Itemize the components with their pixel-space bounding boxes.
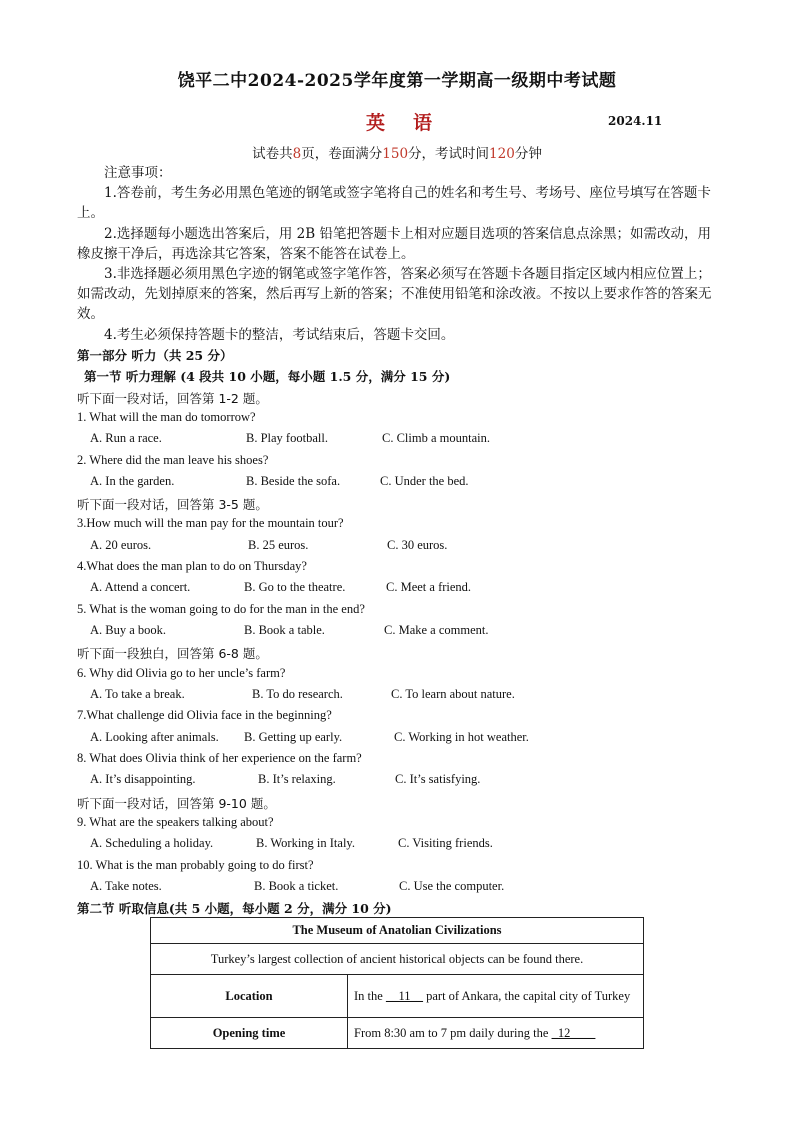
instruction: 听下面一段对话，回答第 3-5 题。 bbox=[77, 497, 268, 512]
option-1b: B. Play football. bbox=[246, 431, 328, 445]
question-4: 4.What does the man plan to do on Thursday? bbox=[77, 559, 307, 573]
question-9: 9. What are the speakers talking about? bbox=[77, 815, 274, 829]
notes-block bbox=[77, 163, 717, 345]
option-1c: C. Climb a mountain. bbox=[382, 431, 490, 445]
blank-11: __11__ bbox=[385, 988, 423, 1003]
option-7a: A. Looking after animals. bbox=[90, 730, 219, 744]
question-3: 3.How much will the man pay for the mountain tour? bbox=[77, 516, 344, 530]
note-item: 4.考生必须保持答题卡的整洁，考试结束后，答题卡交回。 bbox=[104, 326, 455, 343]
option-4c: C. Meet a friend. bbox=[386, 580, 472, 594]
section2-title: 第二节 听取信息(共 5 小题，每小题 2 分，满分 10 分) bbox=[77, 901, 392, 916]
option-5a: A. Buy a book. bbox=[90, 623, 167, 637]
part1-title: 第一部分 听力（共 25 分） bbox=[77, 348, 233, 363]
table-location-label: Location bbox=[151, 975, 348, 1018]
table-intro: Turkey’s largest collection of ancient historical objects can be found there. bbox=[151, 944, 644, 975]
subject-title: 英语 bbox=[366, 112, 461, 134]
option-5b: B. Book a table. bbox=[244, 623, 325, 637]
option-2b: B. Beside the sofa. bbox=[246, 474, 341, 488]
option-3b: B. 25 euros. bbox=[248, 538, 309, 552]
table-opening-value: From 8:30 am to 7 pm daily during the _12____ bbox=[348, 1018, 644, 1049]
option-10a: A. Take notes. bbox=[90, 879, 162, 893]
option-3c: C. 30 euros. bbox=[387, 538, 448, 552]
option-8b: B. It’s relaxing. bbox=[258, 772, 336, 786]
exam-info: 试卷共8页，卷面满分150分，考试时间120分钟 bbox=[252, 146, 542, 162]
notes-heading: 注意事项： bbox=[104, 165, 172, 181]
option-2a: A. In the garden. bbox=[90, 474, 175, 488]
option-6a: A. To take a break. bbox=[90, 687, 185, 701]
section1-title: 第一节 听力理解 (4 段共 10 小题，每小题 1.5 分，满分 15 分) bbox=[84, 369, 451, 384]
option-1a: A. Run a race. bbox=[90, 431, 162, 445]
question-8: 8. What does Olivia think of her experience on the farm? bbox=[77, 751, 362, 765]
option-9c: C. Visiting friends. bbox=[398, 836, 493, 850]
instruction: 听下面一段对话，回答第 1-2 题。 bbox=[77, 391, 268, 406]
question-2: 2. Where did the man leave his shoes? bbox=[77, 453, 269, 467]
option-9a: A. Scheduling a holiday. bbox=[90, 836, 214, 850]
question-10: 10. What is the man probably going to do first? bbox=[77, 858, 314, 872]
note-item: 3.非选择题必须用黑色字迹的钢笔或签字笔作答，答案必须写在答题卡各题目指定区域内相应位置上；如需改动，先划掉原来的答案，然后再写上新的答案；不准使用铅笔和涂改液。不按以上要求作答的答案无效。 bbox=[77, 266, 712, 323]
blank-12: _12____ bbox=[551, 1025, 596, 1040]
table-title: The Museum of Anatolian Civilizations bbox=[151, 918, 644, 944]
instruction: 听下面一段对话，回答第 9-10 题。 bbox=[77, 796, 276, 811]
option-9b: B. Working in Italy. bbox=[256, 836, 355, 850]
table-location-value: In the __11__ part of Ankara, the capital city of Turkey bbox=[348, 975, 644, 1018]
question-7: 7.What challenge did Olivia face in the beginning? bbox=[77, 708, 332, 722]
option-4a: A. Attend a concert. bbox=[90, 580, 191, 594]
question-6: 6. Why did Olivia go to her uncle’s farm? bbox=[77, 666, 286, 680]
option-8c: C. It’s satisfying. bbox=[395, 772, 481, 786]
option-6c: C. To learn about nature. bbox=[391, 687, 515, 701]
table-opening-label: Opening time bbox=[151, 1018, 348, 1049]
option-5c: C. Make a comment. bbox=[384, 623, 489, 637]
museum-table bbox=[150, 917, 644, 1049]
option-3a: A. 20 euros. bbox=[90, 538, 152, 552]
option-4b: B. Go to the theatre. bbox=[244, 580, 346, 594]
option-7c: C. Working in hot weather. bbox=[394, 730, 529, 744]
option-8a: A. It’s disappointing. bbox=[90, 772, 196, 786]
question-1: 1. What will the man do tomorrow? bbox=[77, 410, 256, 424]
instruction: 听下面一段独白，回答第 6-8 题。 bbox=[77, 646, 268, 661]
question-5: 5. What is the woman going to do for the man in the end? bbox=[77, 602, 365, 616]
option-2c: C. Under the bed. bbox=[380, 474, 469, 488]
note-item: 2.选择题每小题选出答案后，用 2B 铅笔把答题卡上相对应题目选项的答案信息点涂黑；如需改动，用橡皮擦干净后，再选涂其它答案，答案不能答在试卷上。 bbox=[77, 225, 711, 262]
option-10b: B. Book a ticket. bbox=[254, 879, 339, 893]
exam-date: 2024.11 bbox=[608, 114, 663, 128]
note-item: 1.答卷前，考生务必用黑色笔迹的钢笔或签字笔将自己的姓名和考生号、考场号、座位号填写在答题卡上。 bbox=[77, 185, 711, 222]
option-6b: B. To do research. bbox=[252, 687, 343, 701]
option-7b: B. Getting up early. bbox=[244, 730, 343, 744]
option-10c: C. Use the computer. bbox=[399, 879, 505, 893]
exam-title: 饶平二中2024-2025学年度第一学期高一级期中考试题 bbox=[177, 71, 617, 91]
